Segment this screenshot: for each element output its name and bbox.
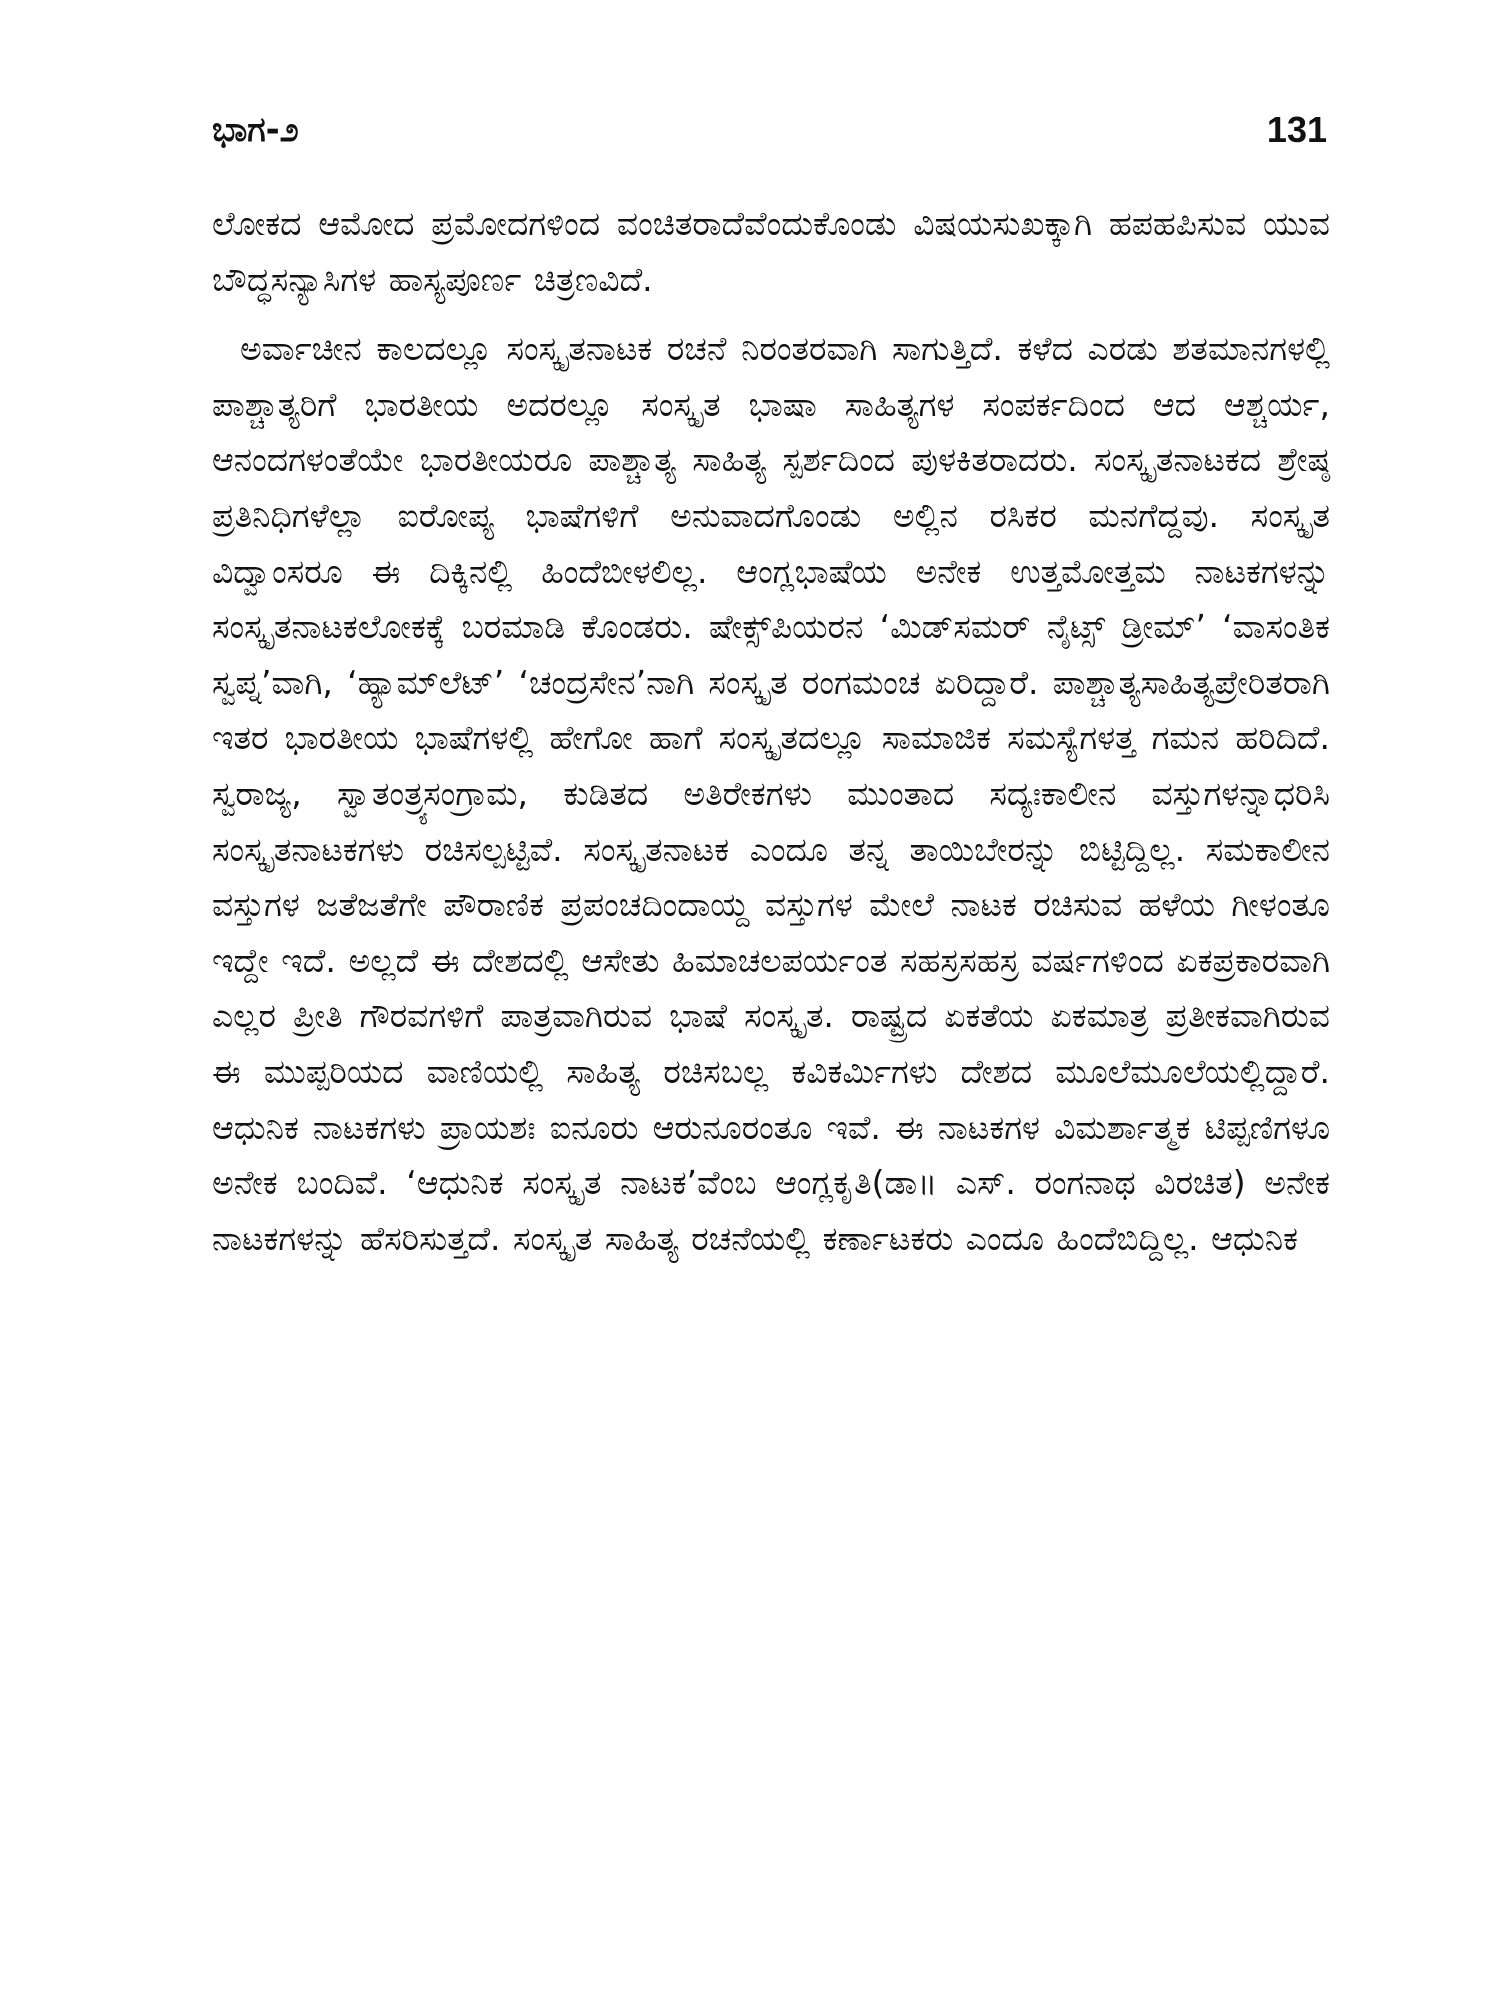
page-number: 131 [1266, 109, 1327, 150]
body-text [212, 196, 1330, 1266]
running-header [212, 100, 1327, 160]
paragraph-1: ಲೋಕದ ಆಮೋದ ಪ್ರಮೋದಗಳಿಂದ ವಂಚಿತರಾದೆವೆಂದುಕೊಂಡು ವಿಷಯಸುಖಕ್ಕಾಗಿ ಹಪಹಪಿಸುವ ಯುವ ಬೌದ್ಧಸನ್ಯಾಸಿಗಳ ಹಾಸ್ಯಪೂರ್ಣ ಚಿತ್ರಣವಿದೆ. [212, 204, 1330, 299]
paragraph-2: ಅರ್ವಾಚೀನ ಕಾಲದಲ್ಲೂ ಸಂಸ್ಕೃತನಾಟಕ ರಚನೆ ನಿರಂತರವಾಗಿ ಸಾಗುತ್ತಿದೆ. ಕಳೆದ ಎರಡು ಶತಮಾನಗಳಲ್ಲಿ ಪಾಶ್ಚಾತ್ಯರಿಗೆ ಭಾರತೀಯ ಅದರಲ್ಲೂ ಸಂಸ್ಕೃತ ಭಾಷಾ ಸಾಹಿತ್ಯಗಳ ಸಂಪರ್ಕದಿಂದ ಆದ ಆಶ್ಚರ್ಯ, ಆನಂದಗಳಂತೆಯೇ ಭಾರತೀಯರೂ ಪಾಶ್ಚಾತ್ಯ ಸಾಹಿತ್ಯ ಸ್ಪರ್ಶದಿಂದ ಪುಳಕಿತರಾದರು. ಸಂಸ್ಕೃತನಾಟಕದ ಶ್ರೇಷ್ಠ ಪ್ರತಿನಿಧಿಗಳೆಲ್ಲಾ ಐರೋಪ್ಯ ಭಾಷೆಗಳಿಗೆ ಅನುವಾದಗೊಂಡು ಅಲ್ಲಿನ ರಸಿಕರ ಮನಗೆದ್ದವು. ಸಂಸ್ಕೃತ ವಿದ್ವಾಂಸರೂ ಈ ದಿಕ್ಕಿನಲ್ಲಿ ಹಿಂದೆಬೀಳಲಿಲ್ಲ. ಆಂಗ್ಲಭಾಷೆಯ ಅನೇಕ ಉತ್ತಮೋತ್ತಮ ನಾಟಕಗಳನ್ನು ಸಂಸ್ಕೃತನಾಟಕಲೋಕಕ್ಕೆ ಬರಮಾಡಿ ಕೊಂಡರು. ಷೇಕ್ಸ್‌ಪಿಯರನ ‘ಮಿಡ್‌ಸಮರ್ ನೈಟ್ಸ್ ಡ್ರೀಮ್’ ‘ವಾಸಂತಿಕ ಸ್ವಪ್ನ’ವಾಗಿ, ‘ಹ್ಯಾಮ್‌ಲೆಟ್’ ‘ಚಂದ್ರಸೇನ’ನಾಗಿ ಸಂಸ್ಕೃತ ರಂಗಮಂಚ ಏರಿದ್ದಾರೆ. ಪಾಶ್ಚಾತ್ಯಸಾಹಿತ್ಯಪ್ರೇರಿತರಾಗಿ ಇತರ ಭಾರತೀಯ ಭಾಷೆಗಳಲ್ಲಿ ಹೇಗೋ ಹಾಗೆ ಸಂಸ್ಕೃತದಲ್ಲೂ ಸಾಮಾಜಿಕ ಸಮಸ್ಯೆಗಳತ್ತ ಗಮನ ಹರಿದಿದೆ. ಸ್ವರಾಜ್ಯ, ಸ್ವಾತಂತ್ರ್ಯಸಂಗ್ರಾಮ, ಕುಡಿತದ ಅತಿರೇಕಗಳು ಮುಂತಾದ ಸದ್ಯಃಕಾಲೀನ ವಸ್ತುಗಳನ್ನಾಧರಿಸಿ ಸಂಸ್ಕೃತನಾಟಕಗಳು ರಚಿಸಲ್ಪಟ್ಟಿವೆ. ಸಂಸ್ಕೃತನಾಟಕ ಎಂದೂ ತನ್ನ ತಾಯಿಬೇರನ್ನು ಬಿಟ್ಟಿದ್ದಿಲ್ಲ. ಸಮಕಾಲೀನ ವಸ್ತುಗಳ ಜತೆಜತೆಗೇ ಪೌರಾಣಿಕ ಪ್ರಪಂಚದಿಂದಾಯ್ದ ವಸ್ತುಗಳ ಮೇಲೆ ನಾಟಕ ರಚಿಸುವ ಹಳೆಯ ಗೀಳಂತೂ ಇದ್ದೇ ಇದೆ. ಅಲ್ಲದೆ ಈ ದೇಶದಲ್ಲಿ ಆಸೇತು ಹಿಮಾಚಲಪರ್ಯಂತ ಸಹಸ್ರಸಹಸ್ರ ವರ್ಷಗಳಿಂದ ಏಕಪ್ರಕಾರವಾಗಿ ಎಲ್ಲರ ಪ್ರೀತಿ ಗೌರವಗಳಿಗೆ ಪಾತ್ರವಾಗಿರುವ ಭಾಷೆ ಸಂಸ್ಕೃತ. ರಾಷ್ಟ್ರದ ಏಕತೆಯ ಏಕಮಾತ್ರ ಪ್ರತೀಕವಾಗಿರುವ ಈ ಮುಪ್ಪರಿಯದ ವಾಣಿಯಲ್ಲಿ ಸಾಹಿತ್ಯ ರಚಿಸಬಲ್ಲ ಕವಿಕರ್ಮಿಗಳು ದೇಶದ ಮೂಲೆಮೂಲೆಯಲ್ಲಿದ್ದಾರೆ. ಆಧುನಿಕ ನಾಟಕಗಳು ಪ್ರಾಯಶಃ ಐನೂರು ಆರುನೂರಂತೂ ಇವೆ. ಈ ನಾಟಕಗಳ ವಿಮರ್ಶಾತ್ಮಕ ಟಿಪ್ಪಣಿಗಳೂ ಅನೇಕ ಬಂದಿವೆ. ‘ಆಧುನಿಕ ಸಂಸ್ಕೃತ ನಾಟಕ’ವೆಂಬ ಆಂಗ್ಲಕೃತಿ(ಡಾ॥ ಎಸ್. ರಂಗನಾಥ ವಿರಚಿತ) ಅನೇಕ ನಾಟಕಗಳನ್ನು ಹೆಸರಿಸುತ್ತದೆ. ಸಂಸ್ಕೃತ ಸಾಹಿತ್ಯ ರಚನೆಯಲ್ಲಿ ಕರ್ಣಾಟಕರು ಎಂದೂ ಹಿಂದೆಬಿದ್ದಿಲ್ಲ. ಆಧುನಿಕ [212, 329, 1330, 1258]
part-label: ಭಾಗ-೨ [212, 110, 299, 150]
